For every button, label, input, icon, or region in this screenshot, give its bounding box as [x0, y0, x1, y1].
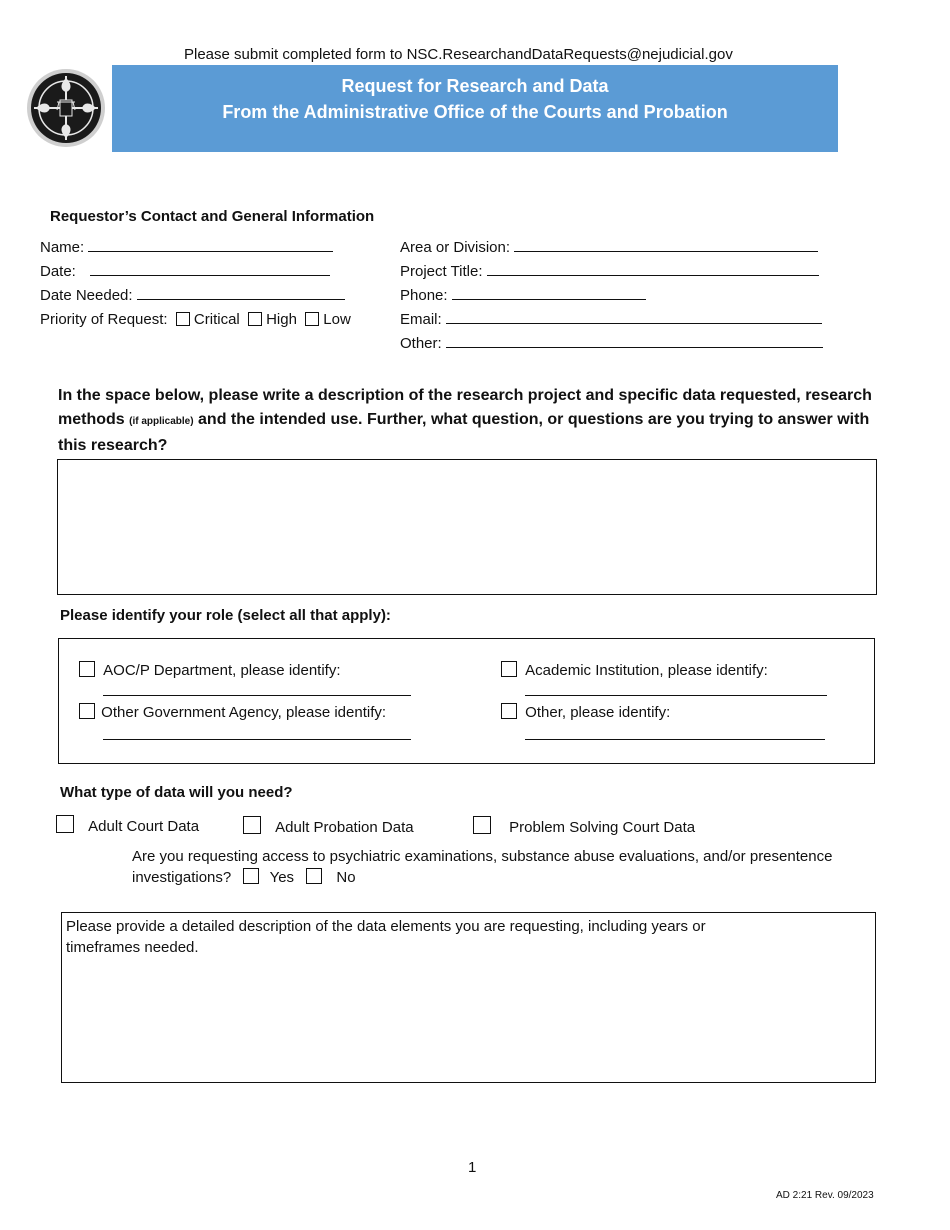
adult-court-label: Adult Court Data — [88, 818, 200, 835]
date-needed-label: Date Needed: — [40, 287, 133, 304]
date-field[interactable] — [90, 261, 330, 276]
access-question-line1: Are you requesting access to psychiatric examinations, substance abuse evaluations, and/or presentence — [132, 848, 833, 865]
data-elements-prompt-line1: Please provide a detailed description of the data elements you are requesting, including years or — [66, 918, 706, 935]
contact-section-heading: Requestor’s Contact and General Information — [50, 208, 375, 225]
role-aoc-field[interactable] — [103, 695, 411, 696]
project-title-label: Project Title: — [400, 263, 483, 280]
access-yes-label: Yes — [269, 869, 295, 886]
role-other-checkbox[interactable] — [501, 703, 517, 719]
role-academic-field[interactable] — [525, 695, 827, 696]
court-seal-logo — [26, 68, 106, 148]
role-other-label: Other, please identify: — [525, 704, 671, 721]
phone-field[interactable] — [452, 285, 646, 300]
role-other-field[interactable] — [525, 739, 825, 740]
form-title-line2: From the Administrative Office of the Courts and Probation — [222, 102, 728, 122]
submit-note: Please submit completed form to NSC.ResearchandDataRequests@nejudicial.gov — [184, 46, 733, 63]
priority-critical-checkbox[interactable] — [176, 312, 190, 326]
adult-probation-checkbox[interactable] — [243, 816, 261, 834]
role-gov-field[interactable] — [103, 739, 411, 740]
priority-high-label: High — [266, 311, 297, 328]
area-division-field[interactable] — [514, 237, 818, 252]
date-label: Date: — [40, 263, 76, 280]
access-no-label: No — [336, 869, 356, 886]
adult-probation-label: Adult Probation Data — [275, 819, 414, 836]
page-number: 1 — [468, 1159, 477, 1176]
data-elements-prompt-line2: timeframes needed. — [66, 939, 199, 956]
priority-critical-label: Critical — [193, 311, 240, 328]
priority-label: Priority of Request: — [40, 311, 168, 328]
role-box — [58, 638, 875, 764]
research-description-textarea[interactable] — [57, 459, 877, 595]
data-type-options — [56, 815, 199, 835]
title-banner — [112, 65, 838, 152]
phone-label: Phone: — [400, 287, 448, 304]
other-contact-label: Other: — [400, 335, 442, 352]
name-field[interactable] — [88, 237, 333, 252]
date-needed-field[interactable] — [137, 285, 345, 300]
email-label: Email: — [400, 311, 442, 328]
contact-left-column — [40, 236, 351, 332]
access-question — [132, 846, 832, 888]
role-aoc-label: AOC/P Department, please identify: — [103, 662, 341, 679]
contact-right-column — [400, 236, 823, 356]
email-field[interactable] — [446, 309, 822, 324]
revision-code: AD 2:21 Rev. 09/2023 — [776, 1190, 874, 1201]
role-academic-label: Academic Institution, please identify: — [525, 662, 768, 679]
project-title-field[interactable] — [487, 261, 819, 276]
problem-solving-label: Problem Solving Court Data — [509, 819, 696, 836]
data-elements-textarea[interactable] — [61, 912, 876, 1083]
role-section-heading: Please identify your role (select all that apply): — [60, 607, 391, 624]
prompt-part2: and the intended use. Further, what question, or questions are you trying to answer with this research? — [58, 411, 870, 454]
other-contact-field[interactable] — [446, 333, 823, 348]
access-yes-checkbox[interactable] — [243, 868, 259, 884]
role-gov-checkbox[interactable] — [79, 703, 95, 719]
research-description-prompt — [58, 384, 888, 458]
problem-solving-checkbox[interactable] — [473, 816, 491, 834]
access-no-checkbox[interactable] — [306, 868, 322, 884]
prompt-part1: In the space below, please write a description of the research project and specific data requested, research methods — [58, 387, 872, 428]
role-gov-label: Other Government Agency, please identify: — [101, 704, 387, 721]
data-type-heading: What type of data will you need? — [60, 784, 293, 801]
role-academic-checkbox[interactable] — [501, 661, 517, 677]
form-title-line1: Request for Research and Data — [341, 76, 609, 96]
adult-court-checkbox[interactable] — [56, 815, 74, 833]
role-aoc-checkbox[interactable] — [79, 661, 95, 677]
name-label: Name: — [40, 239, 85, 256]
priority-low-label: Low — [323, 311, 351, 328]
prompt-if-applicable: (if applicable) — [129, 416, 194, 427]
priority-low-checkbox[interactable] — [305, 312, 319, 326]
area-division-label: Area or Division: — [400, 239, 511, 256]
access-question-line2: investigations? — [132, 869, 232, 886]
priority-high-checkbox[interactable] — [248, 312, 262, 326]
